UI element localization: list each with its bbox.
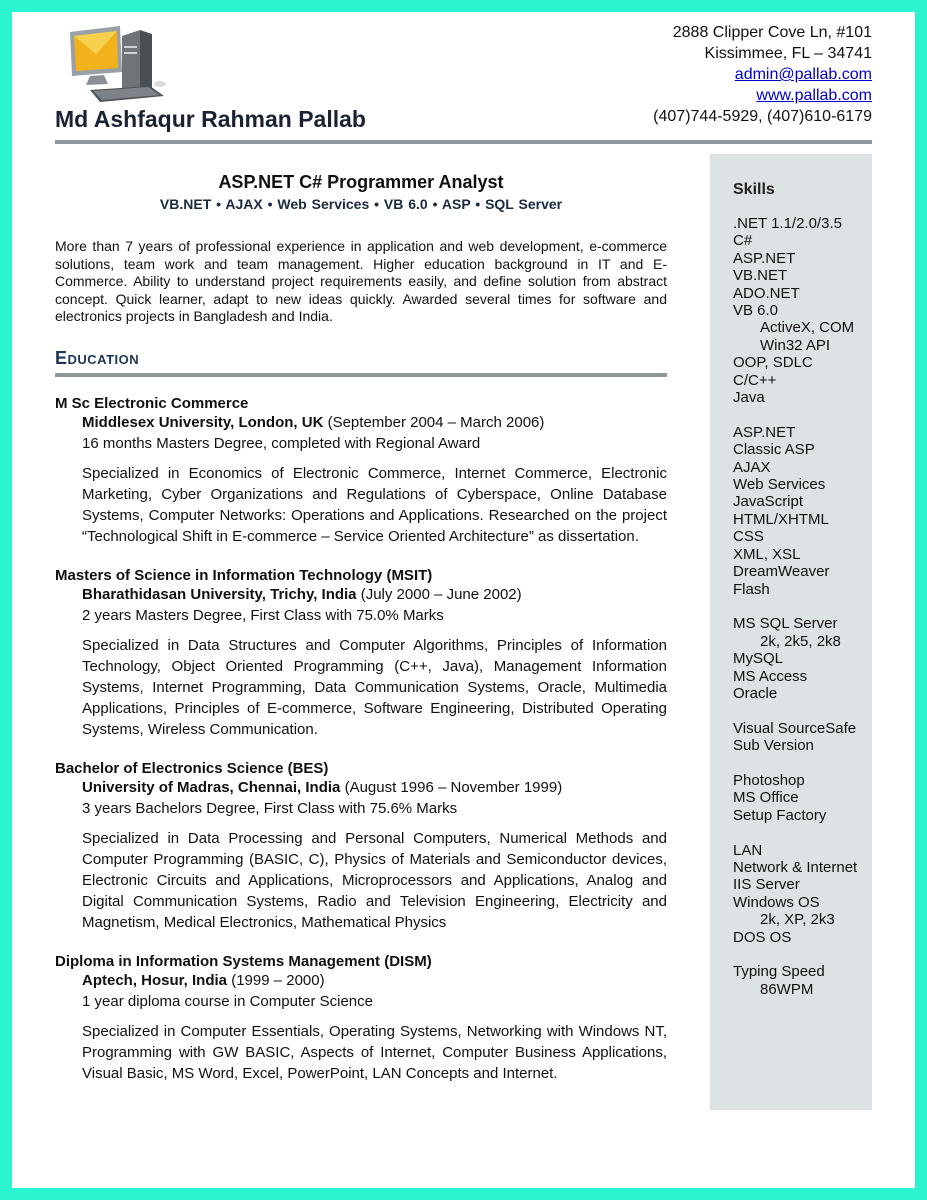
- skills-group-gap: [733, 824, 857, 841]
- study-period: (August 1996 – November 1999): [340, 778, 563, 796]
- skill-item: Network & Internet: [733, 858, 858, 876]
- institution-line: [82, 412, 667, 433]
- skill-item: VB.NET: [733, 267, 788, 285]
- address-line-1: 2888 Clipper Cove Ln, #101: [672, 24, 872, 41]
- skill-item: HTML/XHTML: [733, 510, 829, 528]
- email-link[interactable]: admin@pallab.com: [734, 66, 872, 83]
- computer-icon: [60, 24, 170, 110]
- skill-item: ASP.NET: [733, 249, 796, 267]
- education-heading: Education: [55, 347, 140, 368]
- skill-item: IIS Server: [733, 876, 800, 894]
- skills-group-gap: [733, 702, 857, 719]
- skill-item: ASP.NET: [733, 423, 796, 441]
- degree-description: Specialized in Computer Essentials, Operating Systems, Networking with Windows NT, Programming with GW BASIC, Aspects of Internet, Computer Business Applications, Visual Basic, MS Word, Excel, PowerPoint, LAN Concepts and Internet.: [82, 1022, 667, 1082]
- institution-line: [82, 584, 667, 605]
- skill-item: Photoshop: [733, 771, 805, 789]
- degree-name: Masters of Science in Information Technology (MSIT): [55, 566, 433, 584]
- education-entry: [55, 760, 667, 933]
- skill-item: Java: [733, 389, 765, 407]
- education-entry: [55, 953, 667, 1084]
- institution-name: Middlesex University, London, UK: [82, 413, 324, 431]
- skill-item: Win32 API: [760, 336, 831, 354]
- skills-list: [733, 215, 857, 998]
- candidate-name: Md Ashfaqur Rahman Pallab: [55, 106, 366, 132]
- skill-item: MS Access: [733, 667, 808, 685]
- skill-item: OOP, SDLC: [733, 354, 813, 372]
- skill-item: MS SQL Server: [733, 615, 838, 633]
- skill-item: Web Services: [733, 476, 826, 494]
- skills-sidebar: [710, 154, 872, 1110]
- institution-name: Aptech, Hosur, India: [82, 971, 228, 989]
- skill-item: 86WPM: [760, 980, 814, 998]
- skill-item: Flash: [733, 580, 770, 598]
- skill-item: JavaScript: [733, 493, 804, 511]
- skill-item: 2k, XP, 2k3: [760, 911, 835, 929]
- skill-item: LAN: [733, 841, 763, 859]
- education-list: [55, 395, 667, 1084]
- job-title: ASP.NET C# Programmer Analyst: [218, 172, 504, 192]
- address-line-2: Kissimmee, FL – 34741: [704, 45, 872, 62]
- degree-description: Specialized in Economics of Electronic Commerce, Internet Commerce, Electronic Marketing, Cyber Organizations and Regulations of Cyberspace, Online Database Systems, Computer Networks: Operations and Applications. Researched on the project “Technological Shift in E-commerce – Service Oriented Architecture” as dissertation.: [82, 464, 667, 545]
- degree-note: 16 months Masters Degree, completed with Regional Award: [82, 434, 481, 452]
- education-entry: [55, 567, 667, 740]
- institution-line: [82, 970, 667, 991]
- skill-item: Visual SourceSafe: [733, 719, 857, 737]
- skill-item: ADO.NET: [733, 284, 800, 302]
- skills-group-gap: [733, 755, 857, 772]
- study-period: (1999 – 2000): [227, 971, 325, 989]
- skill-item: C#: [733, 232, 753, 250]
- skill-item: Classic ASP: [733, 441, 815, 459]
- skills-group-gap: [733, 946, 857, 963]
- summary-paragraph: More than 7 years of professional experience in application and web development, e-commerce solutions, team work and team management. Higher education background in IT and E-Commerce. Ability to understand project requirements easily, and define solution from abstract concept. Quick learner, adapt to new ideas quickly. Awarded several times for software and electronics projects in Bangladesh and India.: [55, 238, 667, 324]
- skill-item: Oracle: [733, 684, 778, 702]
- website-link[interactable]: www.pallab.com: [756, 87, 872, 104]
- degree-name: M Sc Electronic Commerce: [55, 394, 249, 412]
- skill-item: Setup Factory: [733, 806, 827, 824]
- skill-item: CSS: [733, 528, 764, 546]
- skills-group-gap: [733, 406, 857, 423]
- skill-item: Windows OS: [733, 893, 820, 911]
- degree-note: 1 year diploma course in Computer Science: [82, 992, 373, 1010]
- skill-item: .NET 1.1/2.0/3.5: [733, 215, 842, 232]
- skill-item: Sub Version: [733, 737, 814, 755]
- study-period: (July 2000 – June 2002): [356, 585, 522, 603]
- skill-item: DreamWeaver: [733, 563, 830, 581]
- header-divider: [55, 140, 872, 144]
- skills-group-gap: [733, 598, 857, 615]
- degree-note: 3 years Bachelors Degree, First Class with 75.6% Marks: [82, 799, 458, 817]
- key-skills-line: VB.NET • AJAX • Web Services • VB 6.0 • ASP • SQL Server: [159, 196, 563, 212]
- institution-line: [82, 777, 667, 798]
- skill-item: MS Office: [733, 789, 799, 807]
- institution-name: Bharathidasan University, Trichy, India: [82, 585, 357, 603]
- skill-item: DOS OS: [733, 928, 792, 946]
- skill-item: AJAX: [733, 458, 771, 476]
- contact-block: [653, 22, 872, 127]
- study-period: (September 2004 – March 2006): [323, 413, 545, 431]
- skill-item: C/C++: [733, 371, 777, 389]
- phone-numbers: (407)744-5929, (407)610-6179: [653, 108, 872, 125]
- degree-name: Bachelor of Electronics Science (BES): [55, 759, 329, 777]
- resume-page: [12, 12, 915, 1188]
- degree-description: Specialized in Data Processing and Personal Computers, Numerical Methods and Computer Programming (BASIC, C), Physics of Materials and Semiconductor devices, Electronic Circuits and Applications, Microprocessors and Applications, Analog and Digital Communication Systems, Radio and Television Engineering, Electricity and Magnetism, Medical Electronics, Mathematical Physics: [82, 829, 667, 931]
- skill-item: ActiveX, COM: [760, 319, 855, 337]
- institution-name: University of Madras, Chennai, India: [82, 778, 341, 796]
- degree-note: 2 years Masters Degree, First Class with 75.0% Marks: [82, 606, 444, 624]
- skill-item: VB 6.0: [733, 302, 779, 320]
- skills-heading: Skills: [733, 181, 775, 198]
- degree-name: Diploma in Information Systems Management (DISM): [55, 952, 432, 970]
- skill-item: MySQL: [733, 650, 784, 668]
- degree-description: Specialized in Data Structures and Computer Algorithms, Principles of Information Technology, Object Oriented Programming (C++, Java), Management Information Systems, Internet Programming, Data Communication Systems, Oracle, Multimedia Applications, Principles of E-commerce, Software Engineering, Distributed Operating Systems, Wireless Communication.: [82, 636, 667, 738]
- skill-item: XML, XSL: [733, 545, 801, 563]
- skill-item: Typing Speed: [733, 963, 825, 981]
- education-divider: [55, 373, 667, 377]
- education-entry: [55, 395, 667, 547]
- skill-item: 2k, 2k5, 2k8: [760, 632, 841, 650]
- main-column: [55, 172, 667, 1084]
